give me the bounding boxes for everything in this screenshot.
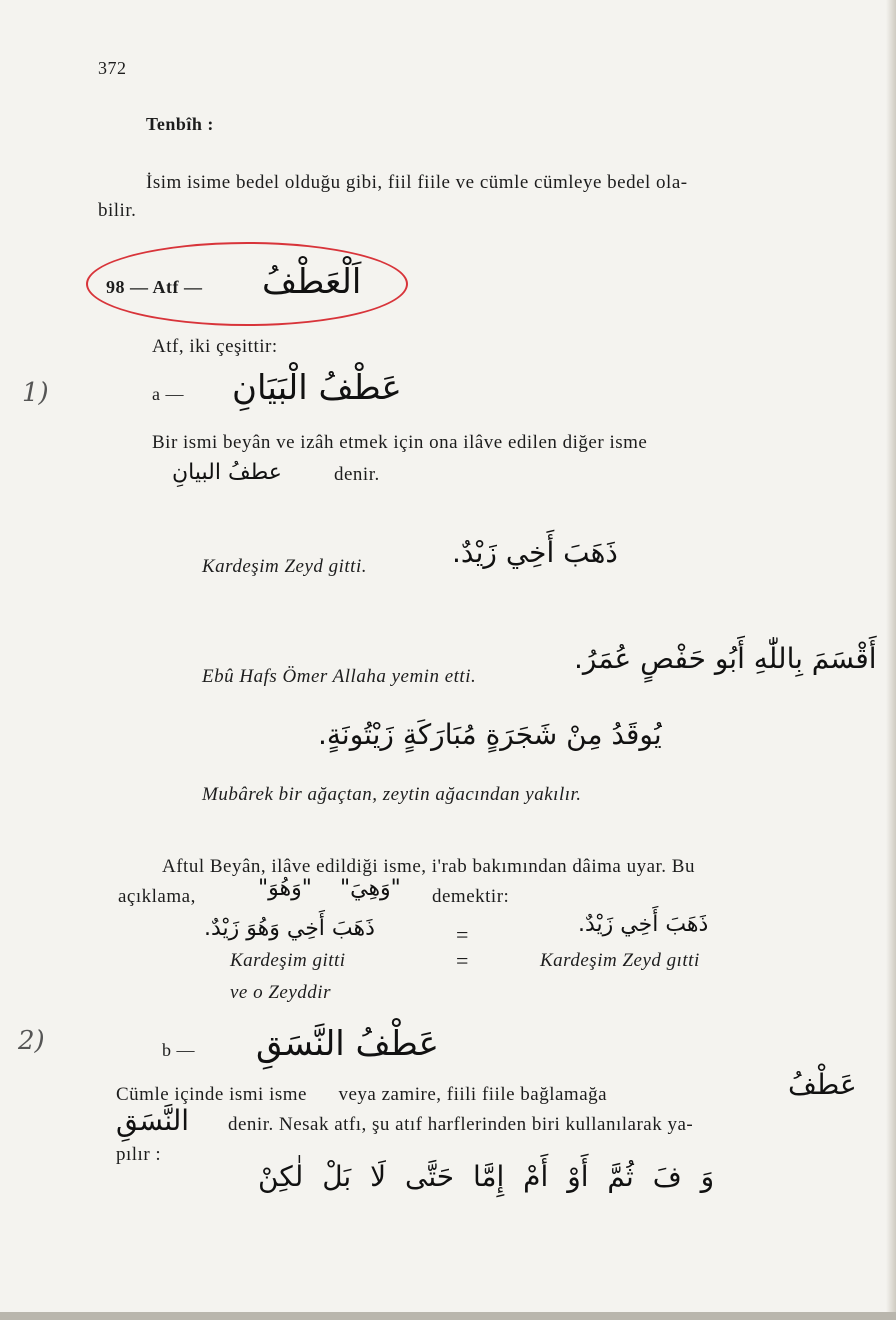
margin-note-1: 1) <box>22 378 49 408</box>
page-bottom-edge <box>0 1312 896 1320</box>
part-a-desc-line1: Bir ismi beyân ve izâh etmek için ona ilâve edilen diğer isme <box>152 432 648 453</box>
comparison-eq-2: = <box>456 948 469 973</box>
page-number: 372 <box>98 58 127 78</box>
part-a-arabic: عَطْفُ الْبَيَانِ <box>232 368 402 408</box>
example-1-arabic: ذَهَبَ أَخِي زَيْدٌ. <box>452 536 618 569</box>
example-2-arabic: أَقْسَمَ بِاللّٰهِ أَبُو حَفْصٍ عُمَرُ. <box>574 642 877 675</box>
comparison-eq-1: = <box>456 922 469 947</box>
section-98-label: 98 — Atf — <box>106 277 203 297</box>
part-a-marker: a — <box>152 384 184 404</box>
section-98-arabic: اَلْعَطْفُ <box>262 262 362 302</box>
part-b-arabic: عَطْفُ النَّسَقِ <box>256 1024 439 1064</box>
example-1-translation: Kardeşim Zeyd gitti. <box>202 556 367 577</box>
comparison-left-tr1: Kardeşim gitti <box>230 950 346 971</box>
part-b-line2: denir. Nesak atfı, şu atıf harflerinden biri kullanılarak ya- <box>228 1114 694 1135</box>
part-a-desc-arabic: عطفُ البيانِ <box>172 460 282 485</box>
example-2-translation: Ebû Hafs Ömer Allaha yemin etti. <box>202 666 477 687</box>
example-3-arabic: يُوقَدُ مِنْ شَجَرَةٍ مُبَارَكَةٍ زَيْتُونَةٍ. <box>318 718 662 751</box>
comparison-left-arabic: ذَهَبَ أَخِي وَهُوَ زَيْدٌ. <box>204 916 375 941</box>
tenbih-body-line2: bilir. <box>98 200 137 221</box>
tenbih-body-line1: İsim isime bedel olduğu gibi, fiil fiile ve cümle cümleye bedel ola- <box>146 172 688 193</box>
explanation-line2-end: demektir: <box>432 886 510 907</box>
explanation-line1: Aftul Beyân, ilâve edildiği isme, i'rab bakımından dâima uyar. Bu <box>162 856 695 877</box>
margin-note-2: 2) <box>18 1026 45 1056</box>
explanation-arabic-vehiye: "وَهِيَ" <box>340 876 401 901</box>
page-edge-shadow <box>886 0 896 1320</box>
conjunction-particles: وَ فَ ثُمَّ أَوْ أَمْ إِمَّا حَتَّى لَا بَلْ لٰكِنْ <box>258 1160 715 1193</box>
explanation-arabic-vehuve: "وَهُوَ" <box>258 876 312 901</box>
comparison-right-tr: Kardeşim Zeyd gıtti <box>540 950 700 971</box>
part-b-line2-arabic: النَّسَقِ <box>116 1104 190 1137</box>
example-3-translation: Mubârek bir ağaçtan, zeytin ağacından yakılır. <box>202 784 582 805</box>
tenbih-heading: Tenbîh : <box>146 114 214 134</box>
part-b-line1: Cümle içinde ismi isme veya zamire, fiili fiile bağlamağa <box>116 1084 608 1105</box>
comparison-right-arabic: ذَهَبَ أَخِي زَيْدٌ. <box>578 912 709 937</box>
part-b-line1-arabic: عَطْفُ <box>788 1068 857 1101</box>
part-b-line3: pılır : <box>116 1144 162 1165</box>
explanation-line2-start: açıklama, <box>118 886 196 907</box>
comparison-left-tr2: ve o Zeyddir <box>230 982 331 1003</box>
part-b-marker: b — <box>162 1040 195 1060</box>
part-a-desc-tail: denir. <box>334 464 380 485</box>
intro-text: Atf, iki çeşittir: <box>152 336 278 357</box>
